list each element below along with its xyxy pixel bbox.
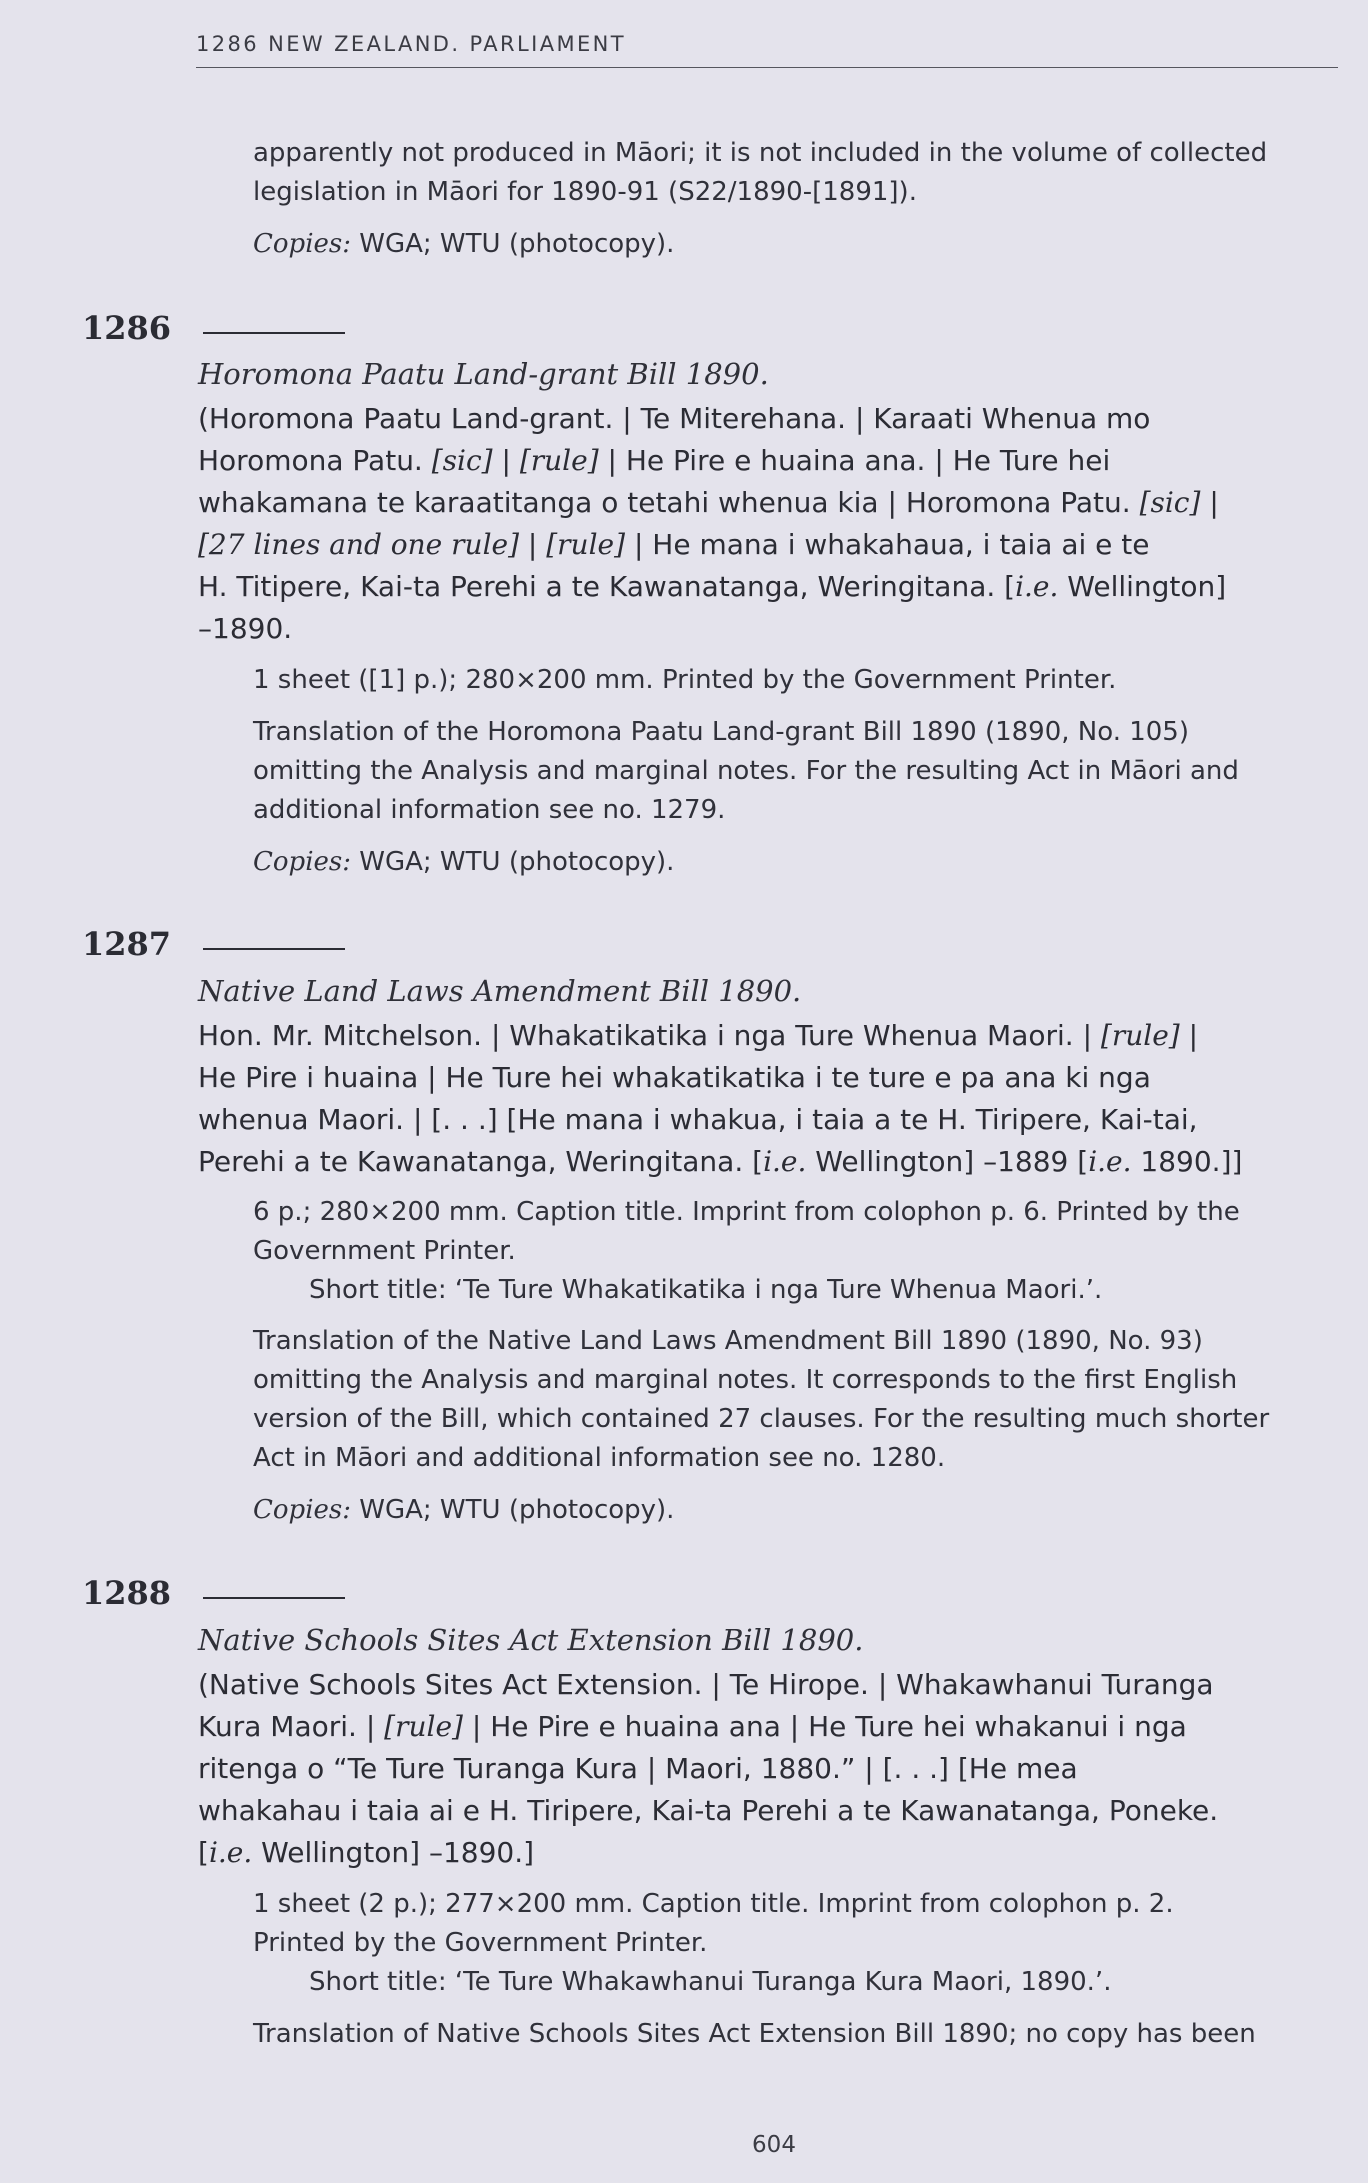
transcription-text: whenua Maori. | [. . .] [He mana i whakua, i taia a te H. Tiripere, Kai-tai,: [198, 1103, 1198, 1136]
header-rule: [196, 67, 1338, 68]
continuation-note-line-1: apparently not produced in Māori; it is not included in the volume of collected: [253, 138, 1268, 168]
transcription-line: [198, 1664, 1214, 1706]
transcription-line: [198, 608, 292, 650]
transcription-text: He Pire i huaina | He Ture hei whakatikatika i te ture e pa ana ki nga: [198, 1061, 1151, 1094]
transcription-text: Wellington] –1890.]: [252, 1836, 535, 1869]
short-title: Short title: ‘Te Ture Whakawhanui Turanga Kura Maori, 1890.’.: [309, 1967, 1112, 1997]
note-line: omitting the Analysis and marginal notes. It corresponds to the first English: [253, 1365, 1238, 1395]
transcription-text: (Native Schools Sites Act Extension. | Te Hirope. | Whakawhanui Turanga: [198, 1668, 1214, 1701]
running-head: 1286 NEW ZEALAND. PARLIAMENT: [196, 32, 626, 56]
transcription-line: [198, 440, 1110, 482]
editorial-insertion: [rule]: [546, 528, 626, 561]
transcription-line: [198, 1015, 1198, 1057]
transcription-line: [198, 1748, 1078, 1790]
entry-number: 1286: [82, 309, 172, 347]
transcription-text: Wellington] –1889 [: [806, 1145, 1089, 1178]
collation-line: Government Printer.: [253, 1236, 516, 1266]
transcription-line: [198, 1832, 534, 1874]
editorial-insertion: [sic]: [431, 444, 493, 477]
editorial-insertion: [27 lines and one rule]: [198, 528, 520, 561]
editorial-insertion: i.e.: [208, 1836, 253, 1869]
entry-number: 1287: [82, 925, 172, 963]
note-line: additional information see no. 1279.: [253, 795, 726, 825]
transcription-line: [198, 1790, 1218, 1832]
editorial-insertion: i.e.: [763, 1145, 807, 1178]
note-line: omitting the Analysis and marginal notes. For the resulting Act in Māori and: [253, 756, 1239, 786]
transcription-line: [198, 1141, 1242, 1183]
transcription-text: ritenga o “Te Ture Turanga Kura | Maori, 1880.” | [. . .] [He mea: [198, 1752, 1078, 1785]
copies-text: WGA; WTU (photocopy).: [351, 1495, 675, 1525]
editorial-insertion: [sic]: [1139, 486, 1201, 519]
transcription-text: Perehi a te Kawanatanga, Weringitana. [: [198, 1145, 764, 1178]
transcription-line: [198, 1057, 1151, 1099]
transcription-line: [198, 482, 1219, 524]
transcription-text: –1890.: [198, 612, 293, 645]
transcription-text: | He mana i whakahaua, i taia ai e te: [625, 528, 1150, 561]
short-title: Short title: ‘Te Ture Whakatikatika i nga Ture Whenua Maori.’.: [309, 1275, 1103, 1305]
note-line: version of the Bill, which contained 27 clauses. For the resulting much shorter: [253, 1404, 1270, 1434]
transcription-text: | He Pire e huaina ana. | He Ture hei: [598, 444, 1111, 477]
entry-copies: [253, 1491, 1338, 1530]
editorial-insertion: [rule]: [519, 444, 599, 477]
continuation-note-line-2: legislation in Māori for 1890-91 (S22/1890-[1891]).: [253, 177, 917, 207]
entry-dash: [203, 948, 345, 950]
transcription-text: |: [1200, 486, 1219, 519]
collation-line: 6 p.; 280×200 mm. Caption title. Imprint from colophon p. 6. Printed by the: [253, 1197, 1240, 1227]
page-number: 604: [752, 2132, 796, 2158]
note-line: Translation of the Horomona Paatu Land-grant Bill 1890 (1890, No. 105): [253, 717, 1189, 747]
copies-label: Copies:: [253, 1495, 351, 1525]
transcription-text: whakamana te karaatitanga o tetahi whenua kia | Horomona Patu.: [198, 486, 1140, 519]
collation-line: Printed by the Government Printer.: [253, 1928, 708, 1958]
transcription-line: [198, 1706, 1187, 1748]
transcription-text: | He Pire e huaina ana | He Ture hei whakanui i nga: [462, 1710, 1187, 1743]
copies-text: WGA; WTU (photocopy).: [351, 847, 675, 877]
editorial-insertion: [rule]: [1100, 1019, 1180, 1052]
transcription-line: [198, 398, 1150, 440]
entry-number: 1288: [82, 1574, 172, 1612]
continuation-copies: [253, 225, 1338, 264]
transcription-text: |: [519, 528, 547, 561]
transcription-text: |: [1179, 1019, 1199, 1052]
transcription-text: Horomona Patu.: [198, 444, 432, 477]
transcription-text: [: [198, 1836, 209, 1869]
note-line: Translation of Native Schools Sites Act Extension Bill 1890; no copy has been: [253, 2019, 1256, 2049]
transcription-line: [198, 524, 1150, 566]
copies-label: Copies:: [253, 847, 351, 877]
transcription-text: (Horomona Paatu Land-grant. | Te Miterehana. | Karaati Whenua mo: [198, 402, 1151, 435]
entry-dash: [203, 1597, 345, 1599]
transcription-line: [198, 566, 1226, 608]
collation-line: 1 sheet (2 p.); 277×200 mm. Caption title. Imprint from colophon p. 2.: [253, 1889, 1174, 1919]
transcription-text: 1890.]]: [1131, 1145, 1243, 1178]
copies-label: Copies:: [253, 229, 351, 259]
collation-line: 1 sheet ([1] p.); 280×200 mm. Printed by the Government Printer.: [253, 665, 1117, 695]
transcription-text: Kura Maori. |: [198, 1710, 385, 1743]
transcription-text: whakahau i taia ai e H. Tiripere, Kai-ta Perehi a te Kawanatanga, Poneke.: [198, 1794, 1219, 1827]
entry-title: Native Schools Sites Act Extension Bill 1890.: [198, 1623, 864, 1657]
entry-title: Horomona Paatu Land-grant Bill 1890.: [198, 357, 769, 391]
editorial-insertion: i.e.: [1088, 1145, 1132, 1178]
transcription-text: H. Titipere, Kai-ta Perehi a te Kawanatanga, Weringitana. [: [198, 570, 1016, 603]
copies-text: WGA; WTU (photocopy).: [351, 229, 675, 259]
transcription-text: |: [492, 444, 520, 477]
editorial-insertion: i.e.: [1015, 570, 1059, 603]
editorial-insertion: [rule]: [384, 1710, 463, 1743]
transcription-text: Wellington]: [1058, 570, 1227, 603]
entry-title: Native Land Laws Amendment Bill 1890.: [198, 974, 802, 1008]
transcription-line: [198, 1099, 1198, 1141]
note-line: Translation of the Native Land Laws Amendment Bill 1890 (1890, No. 93): [253, 1326, 1203, 1356]
note-line: Act in Māori and additional information see no. 1280.: [253, 1443, 946, 1473]
entry-dash: [203, 332, 345, 334]
transcription-text: Hon. Mr. Mitchelson. | Whakatikatika i nga Ture Whenua Maori. |: [198, 1019, 1101, 1052]
entry-copies: [253, 843, 1338, 882]
